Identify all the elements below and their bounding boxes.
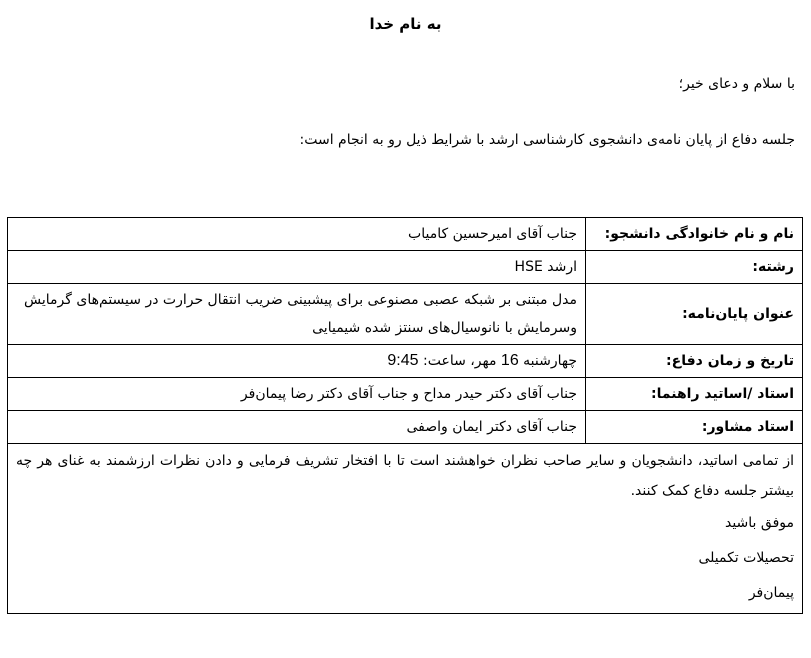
document-heading: به نام خدا bbox=[369, 15, 442, 33]
table-row bbox=[8, 411, 803, 444]
advisor-value: جناب آقای دکتر ایمان واصفی bbox=[8, 411, 586, 444]
table-row bbox=[8, 284, 803, 345]
supervisors-label: استاد /اساتید راهنما: bbox=[586, 378, 803, 411]
defense-datetime-value bbox=[8, 345, 586, 378]
invitation-notice: از تمامی اساتید، دانشجویان و سایر صاحب نظران خواهشند است تا با افتخار تشریف فرمایی و دادن نظرات ارزشمند به غنای هر چه بیشتر جلسه دفاع کمک کنند. bbox=[16, 453, 794, 499]
supervisors-value: جناب آقای دکتر حیدر مداح و جناب آقای دکتر رضا پیمان‌فر bbox=[8, 378, 586, 411]
footer-cell bbox=[8, 444, 803, 614]
defense-time: 9:45 bbox=[387, 352, 419, 369]
advisor-label: استاد مشاور: bbox=[586, 411, 803, 444]
defense-month-time-label: مهر، ساعت: bbox=[423, 353, 497, 369]
department-line: تحصیلات تکمیلی bbox=[698, 550, 794, 566]
defense-datetime-label: تاریخ و زمان دفاع: bbox=[586, 345, 803, 378]
field-value: ارشد HSE bbox=[8, 251, 586, 284]
table-row bbox=[8, 378, 803, 411]
table-row bbox=[8, 218, 803, 251]
signature-line: پیمان‌فر bbox=[748, 585, 794, 601]
greeting-line: با سلام و دعای خیر؛ bbox=[678, 76, 795, 92]
defense-day: 16 bbox=[500, 352, 519, 369]
defense-weekday: چهارشنبه bbox=[523, 353, 577, 369]
student-name-label: نام و نام خانوادگی دانشجو: bbox=[586, 218, 803, 251]
table-row bbox=[8, 251, 803, 284]
thesis-title-value: مدل مبتنی بر شبکه عصبی مصنوعی برای پیشبینی ضریب انتقال حرارت در سیستم‌های گرمایش وسرمایش با نانوسیال‌های سنتز شده شیمیایی bbox=[8, 284, 586, 345]
thesis-title-label: عنوان پایان‌نامه: bbox=[586, 284, 803, 345]
table-row bbox=[8, 444, 803, 614]
student-name-value: جناب آقای امیرحسین کامیاب bbox=[8, 218, 586, 251]
field-label: رشته: bbox=[586, 251, 803, 284]
defense-info-table bbox=[7, 217, 803, 614]
closing-line: موفق باشید bbox=[724, 515, 794, 531]
intro-line: جلسه دفاع از پایان نامه‌ی دانشجوی کارشناسی ارشد با شرایط ذیل رو به انجام است: bbox=[299, 132, 795, 148]
table-row bbox=[8, 345, 803, 378]
